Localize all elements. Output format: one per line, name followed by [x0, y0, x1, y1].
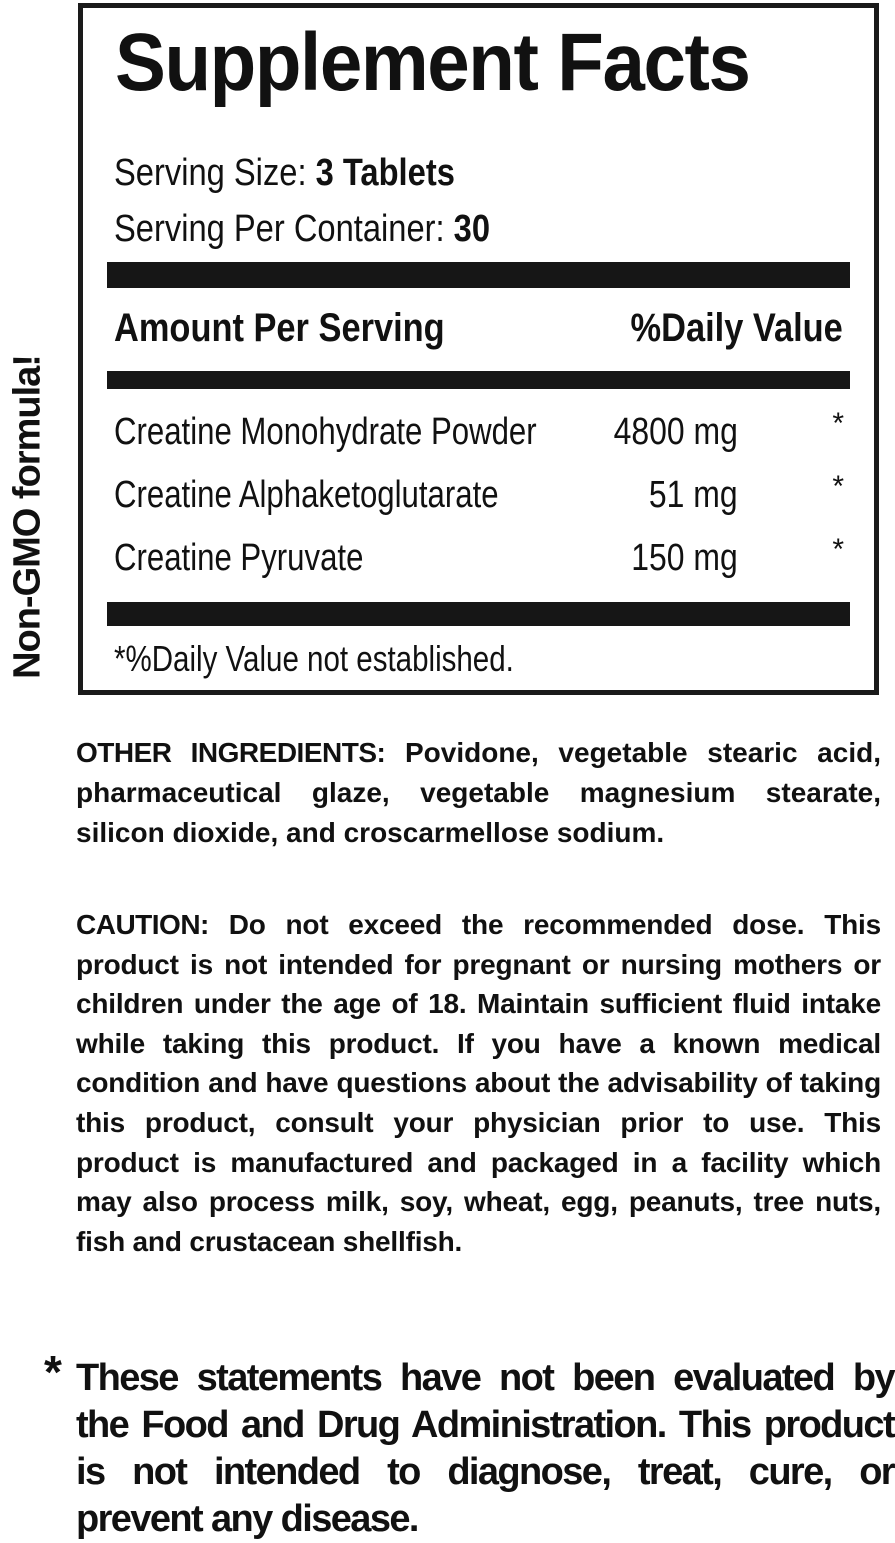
- ingredient-amount: 4800 mg: [613, 411, 738, 453]
- ingredient-row: [83, 533, 874, 583]
- ingredient-row: [83, 470, 874, 520]
- daily-value-header: %Daily Value: [630, 306, 843, 350]
- asterisk-marker: *: [44, 1346, 62, 1398]
- daily-value-marker: *: [832, 533, 844, 566]
- other-ingredients-text: Povidone, vegetable stearic acid, pharmaceutical glaze, vegetable magnesium stearate, silicon dioxide, and croscarmellose sodium.: [76, 737, 881, 848]
- serving-size: [114, 154, 455, 192]
- other-ingredients-label: OTHER INGREDIENTS:: [76, 737, 386, 768]
- other-ingredients: [76, 733, 881, 853]
- serving-size-label: Serving Size:: [114, 152, 307, 194]
- daily-value-footnote: *%Daily Value not established.: [114, 638, 514, 679]
- servings-per-container: [114, 210, 490, 248]
- daily-value-marker: *: [832, 407, 844, 440]
- supplement-facts-panel: [78, 3, 879, 695]
- ingredient-row: [83, 407, 874, 457]
- facts-title: Supplement Facts: [115, 17, 750, 108]
- daily-value-marker: *: [832, 470, 844, 503]
- thick-divider-top: [107, 262, 850, 288]
- non-gmo-text: Non-GMO formula!: [6, 355, 49, 679]
- ingredient-name: Creatine Monohydrate Powder: [114, 411, 537, 453]
- ingredient-amount: 51 mg: [649, 474, 738, 516]
- servings-label: Serving Per Container:: [114, 208, 445, 250]
- ingredient-name: Creatine Pyruvate: [114, 537, 364, 579]
- caution-label: CAUTION:: [76, 909, 209, 940]
- caution-text: Do not exceed the recommended dose. This product is not intended for pregnant or nursing mothers or children under the age of 18. Maintain sufficient fluid intake while taking this product. If you have a known medical condition and have questions about the advisability of taking this product, consult your physician prior to use. This product is manufactured and packaged in a facility which may also process milk, soy, wheat, egg, peanuts, tree nuts, fish and crustacean shellfish.: [76, 909, 881, 1257]
- non-gmo-side-note: [0, 336, 56, 698]
- thick-divider-middle: [107, 371, 850, 389]
- ingredient-name: Creatine Alphaketoglutarate: [114, 474, 499, 516]
- ingredient-amount: 150 mg: [631, 537, 738, 579]
- amount-per-serving-header: Amount Per Serving: [114, 306, 445, 350]
- thick-divider-bottom: [107, 602, 850, 626]
- serving-size-value: 3 Tablets: [315, 152, 455, 194]
- caution-statement: [76, 905, 881, 1261]
- servings-value: 30: [453, 208, 491, 250]
- disclaimer-text: These statements have not been evaluated by the Food and Drug Administration. This product is not intended to diagnose, treat, cure, or prevent any disease.: [76, 1357, 894, 1540]
